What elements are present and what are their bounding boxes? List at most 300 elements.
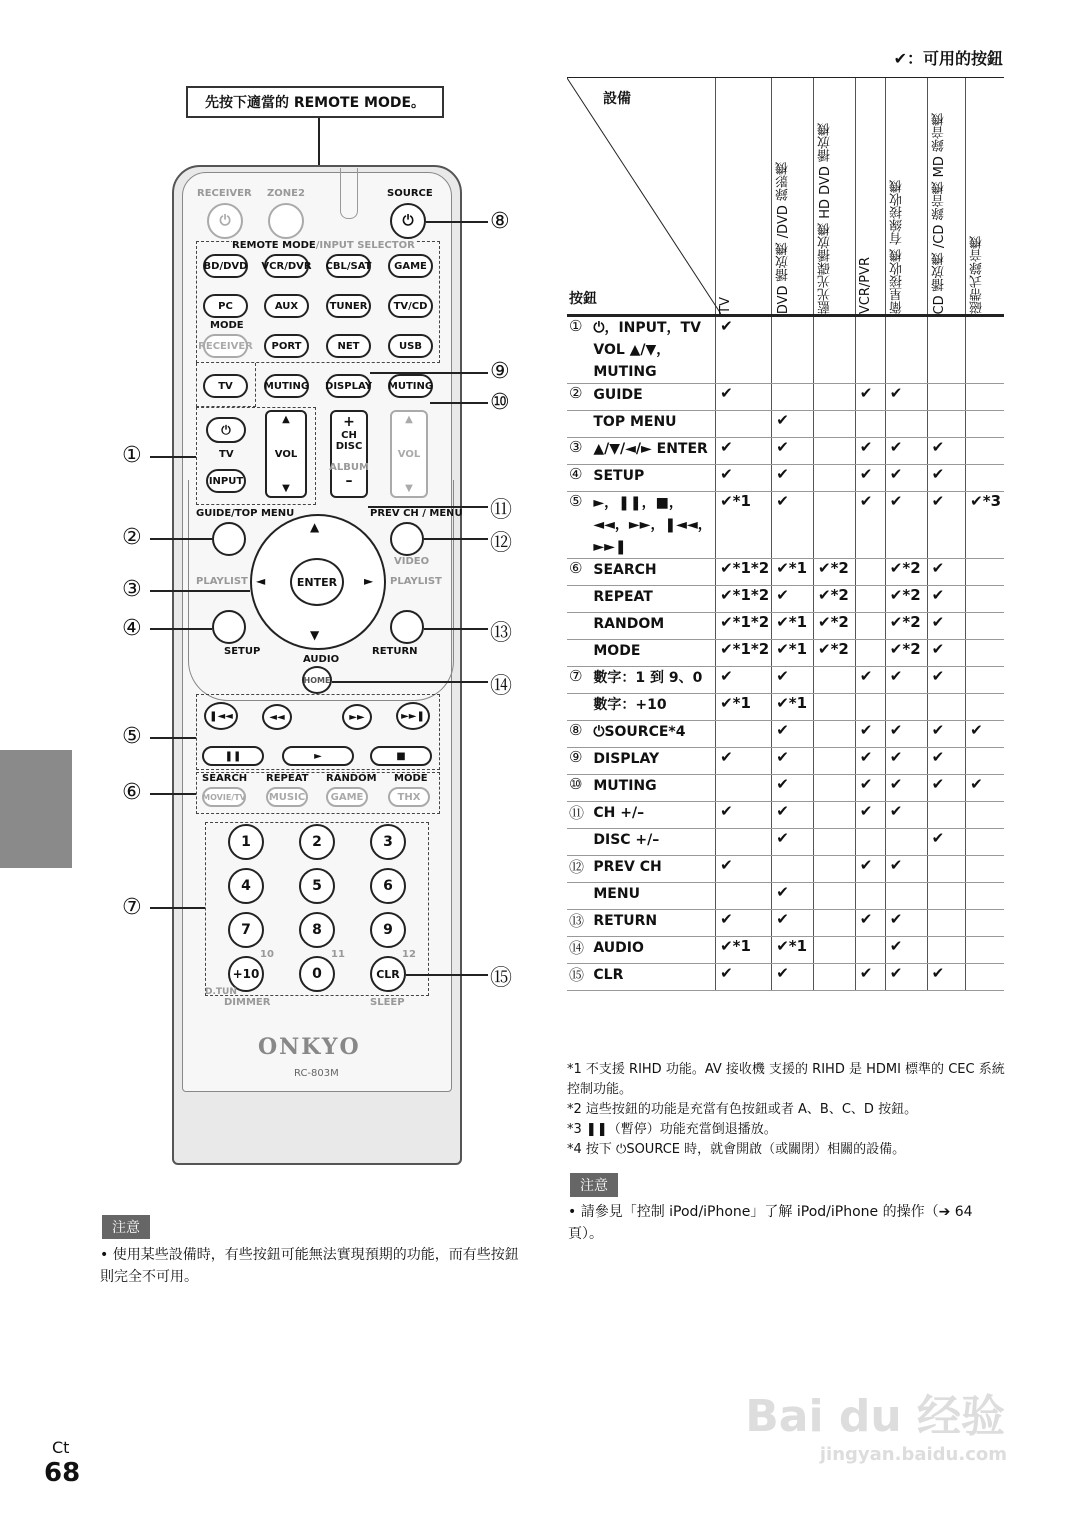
disc-label: DISC <box>335 441 363 452</box>
playlist-right-label: PLAYLIST <box>390 576 442 587</box>
row-cell: ✔ <box>927 492 966 559</box>
note-right-text: • 請參見「控制 iPod/iPhone」了解 iPod/iPhone 的操作（➔ 64 頁）。 <box>568 1204 973 1242</box>
row-cell <box>814 667 856 694</box>
bd-dvd-button[interactable]: BD/DVD <box>203 254 248 278</box>
row-button-label: 數字：1 到 9、0 <box>591 667 715 694</box>
row-cell <box>716 411 772 438</box>
row-cell <box>966 438 1004 465</box>
row-cell: ✔ <box>716 856 772 883</box>
dtun-label: D.TUN <box>205 987 237 997</box>
leader-6 <box>150 793 196 795</box>
row-cell <box>927 384 966 411</box>
return-button[interactable] <box>390 610 424 644</box>
table-row <box>567 613 1004 640</box>
row-cell: ✔ <box>927 775 966 802</box>
row-cell <box>772 384 814 411</box>
row-cell: ✔*1*2 <box>716 559 772 586</box>
remote-mode-label: REMOTE MODE/INPUT SELECTOR <box>232 240 415 251</box>
row-cell <box>814 694 856 721</box>
up-arrow-icon[interactable]: ▲ <box>310 520 320 534</box>
row-cell: ✔ <box>927 964 966 991</box>
receiver-power-button[interactable]: ⏻ <box>207 203 243 239</box>
mode-label-2: MODE <box>394 773 428 784</box>
row-button-label: GUIDE <box>591 384 715 411</box>
callout-1: ① <box>122 443 142 468</box>
table-row <box>567 883 1004 910</box>
callout-6: ⑥ <box>122 780 142 805</box>
digit-2-button[interactable]: 2 <box>299 824 335 860</box>
row-cell: ✔*2 <box>885 640 927 667</box>
row-number: ④ <box>567 465 591 492</box>
diagonal-line <box>567 78 721 314</box>
leader-9 <box>370 372 488 374</box>
source-power-button[interactable]: ⏻ <box>390 203 426 239</box>
table-row <box>567 937 1004 964</box>
row-cell <box>814 937 856 964</box>
thx-button[interactable]: THX <box>388 787 430 807</box>
digit-5-button[interactable]: 5 <box>299 868 335 904</box>
table-row <box>567 492 1004 559</box>
note-right-tag: 注意 <box>570 1173 618 1197</box>
row-cell <box>885 829 927 856</box>
row-cell <box>966 883 1004 910</box>
row-button-label: MUTING <box>591 775 715 802</box>
row-cell: ✔ <box>855 775 885 802</box>
button-function-table <box>567 77 1004 991</box>
row-number <box>567 883 591 910</box>
digit-0-button[interactable]: 0 <box>299 956 335 992</box>
row-cell: ✔ <box>772 465 814 492</box>
row-cell: ✔ <box>772 883 814 910</box>
row-cell: ✔*2 <box>814 613 856 640</box>
row-cell: ✔*1 <box>716 937 772 964</box>
callout-13: ⑬ <box>490 621 513 646</box>
clr-button[interactable]: CLR <box>370 956 406 992</box>
row-cell: ✔ <box>772 438 814 465</box>
col-tape-label: 磁帶式錄音機 <box>970 236 986 314</box>
row-cell <box>966 910 1004 937</box>
row-cell <box>814 465 856 492</box>
row-cell: ✔*2 <box>885 613 927 640</box>
vol-down-icon: ▼ <box>282 483 290 494</box>
row-cell: ✔ <box>927 465 966 492</box>
table-row <box>567 438 1004 465</box>
leader-11 <box>368 506 488 508</box>
row-button-label: ⏻SOURCE*4 <box>591 721 715 748</box>
row-cell: ✔ <box>772 775 814 802</box>
digit-8-button[interactable]: 8 <box>299 912 335 948</box>
row-cell <box>855 694 885 721</box>
row-cell: ✔ <box>772 829 814 856</box>
row-cell: ✔*1 <box>772 559 814 586</box>
row-cell <box>927 937 966 964</box>
row-cell: ✔ <box>855 856 885 883</box>
table-row <box>567 384 1004 411</box>
row-cell: ✔*1 <box>772 613 814 640</box>
col-tv-label: TV <box>718 297 734 314</box>
page-language: Ct <box>52 1438 70 1457</box>
header-button: 按鈕 <box>569 291 597 307</box>
leader-1 <box>150 456 196 458</box>
muting-button[interactable]: MUTING <box>388 374 433 398</box>
row-cell: ✔ <box>772 910 814 937</box>
right-arrow-icon[interactable]: ► <box>364 574 374 588</box>
row-cell: ✔ <box>927 613 966 640</box>
row-number: ⑫ <box>567 856 591 883</box>
minus-icon: – <box>345 473 353 489</box>
row-number: ⑩ <box>567 775 591 802</box>
row-cell <box>716 883 772 910</box>
callout-9: ⑨ <box>490 359 510 384</box>
footnote-3: *3 ❚❚（暫停）功能充當倒退播放。 <box>567 1122 777 1137</box>
row-button-label: DISC +/– <box>591 829 715 856</box>
row-cell: ✔ <box>772 411 814 438</box>
leader-8 <box>426 221 488 223</box>
footnote-2: *2 這些按鈕的功能是充當有色按鈕或者 A、B、C、D 按鈕。 <box>567 1102 918 1117</box>
row-cell <box>814 384 856 411</box>
row-number: ⑦ <box>567 667 591 694</box>
callout-7: ⑦ <box>122 895 142 920</box>
pause-button[interactable]: ❚❚ <box>202 746 264 766</box>
skip-back-button[interactable]: ❚◄◄ <box>204 702 238 730</box>
row-cell <box>814 748 856 775</box>
row-cell: ✔ <box>885 667 927 694</box>
row-button-label: SETUP <box>591 465 715 492</box>
row-cell: ✔*2 <box>814 586 856 613</box>
row-cell <box>814 775 856 802</box>
col-sat-label: 衛星接收機 有線接收機 <box>889 179 905 314</box>
skip-forward-button[interactable]: ►►❚ <box>396 702 430 730</box>
tv-power-button[interactable]: ⏻ <box>206 417 246 443</box>
album-label: ALBUM <box>329 462 369 473</box>
callout-3: ③ <box>122 577 142 602</box>
tv-mode-button[interactable]: TV <box>203 374 248 398</box>
row-number <box>567 613 591 640</box>
row-number <box>567 586 591 613</box>
row-cell: ✔ <box>772 492 814 559</box>
row-cell: ✔ <box>927 667 966 694</box>
row-button-label: ▲/▼/◄/► ENTER <box>591 438 715 465</box>
row-cell: ✔ <box>772 802 814 829</box>
playlist-left-label: PLAYLIST <box>196 576 248 587</box>
row-cell: ✔ <box>855 438 885 465</box>
row-cell: ✔ <box>716 802 772 829</box>
row-button-label: TOP MENU <box>591 411 715 438</box>
row-cell: ✔ <box>855 465 885 492</box>
callout-4: ④ <box>122 616 142 641</box>
leader-5 <box>150 737 196 739</box>
table-row <box>567 411 1004 438</box>
row-cell: ✔ <box>716 667 772 694</box>
row-button-label: CLR <box>591 964 715 991</box>
random-label: RANDOM <box>326 773 377 784</box>
row-cell: ✔ <box>772 964 814 991</box>
table-row <box>567 465 1004 492</box>
row-number: ② <box>567 384 591 411</box>
col-cd-label: CD 播放機 /CD 錄音機 MD 錄音機 <box>931 112 947 314</box>
row-cell <box>966 748 1004 775</box>
model-label: RC-803M <box>294 1068 339 1079</box>
table-row <box>567 748 1004 775</box>
callout-15: ⑮ <box>490 966 513 991</box>
left-arrow-icon[interactable]: ◄ <box>256 574 266 588</box>
tv-input-button[interactable]: INPUT <box>206 469 246 493</box>
setup-label: SETUP <box>224 646 261 657</box>
row-cell: ✔ <box>885 910 927 937</box>
header-device: 設備 <box>603 91 631 107</box>
row-cell: ✔ <box>885 492 927 559</box>
leader-2 <box>150 538 212 540</box>
row-cell <box>814 964 856 991</box>
row-cell: ✔ <box>855 721 885 748</box>
row-cell <box>716 829 772 856</box>
row-cell <box>966 316 1004 384</box>
row-cell <box>927 316 966 384</box>
row-cell: ✔ <box>885 465 927 492</box>
vcr-dvr-button[interactable]: VCR/DVR <box>264 254 309 278</box>
row-cell: ✔ <box>927 586 966 613</box>
digit-3-button[interactable]: 3 <box>370 824 406 860</box>
play-button[interactable]: ► <box>282 746 354 766</box>
enter-button[interactable]: ENTER <box>290 558 344 606</box>
display-button[interactable]: DISPLAY <box>326 374 371 398</box>
row-cell: ✔ <box>966 775 1004 802</box>
row-cell: ✔ <box>772 721 814 748</box>
port-button[interactable]: PORT <box>264 334 309 358</box>
col-dvd-label: DVD 播放機 /DVD 錄影機 <box>776 161 792 314</box>
row-cell: ✔ <box>885 721 927 748</box>
baidu-watermark-url: jingyan.baidu.com <box>819 1444 1007 1465</box>
repeat-label: REPEAT <box>266 773 309 784</box>
row-number: ⑮ <box>567 964 591 991</box>
row-cell <box>927 802 966 829</box>
row-button-label: SEARCH <box>591 559 715 586</box>
row-cell: ✔*1 <box>772 937 814 964</box>
row-number: ③ <box>567 438 591 465</box>
row-cell: ✔ <box>885 856 927 883</box>
header-diagonal-cell <box>567 78 716 316</box>
row-cell: ✔ <box>927 748 966 775</box>
digit-9-button[interactable]: 9 <box>370 912 406 948</box>
callout-12: ⑫ <box>490 531 513 556</box>
game-mode-button[interactable]: GAME <box>326 787 368 807</box>
row-cell: ✔ <box>855 492 885 559</box>
row-cell <box>814 802 856 829</box>
row-cell: ✔ <box>885 937 927 964</box>
stop-button[interactable]: ■ <box>370 746 432 766</box>
table-header-row <box>567 78 1004 316</box>
page-number: 68 <box>44 1458 81 1488</box>
row-cell <box>772 856 814 883</box>
row-cell <box>966 694 1004 721</box>
row-cell <box>814 856 856 883</box>
tv-label: TV <box>219 449 234 460</box>
cbl-sat-button[interactable]: CBL/SAT <box>326 254 371 278</box>
leader-7 <box>150 907 205 909</box>
row-cell: ✔ <box>966 721 1004 748</box>
row-cell: ✔ <box>927 438 966 465</box>
row-cell: ✔ <box>716 748 772 775</box>
row-cell: ✔ <box>855 910 885 937</box>
row-cell: ✔*2 <box>885 559 927 586</box>
row-number: ⑨ <box>567 748 591 775</box>
row-cell: ✔ <box>855 667 885 694</box>
row-cell <box>716 721 772 748</box>
leader-14 <box>332 681 488 683</box>
sub-12-label: 12 <box>402 949 416 960</box>
vol2-up-icon: ▲ <box>405 414 413 425</box>
row-cell <box>772 316 814 384</box>
row-button-label: REPEAT <box>591 586 715 613</box>
vol-label: VOL <box>274 448 298 460</box>
row-button-label: RANDOM <box>591 613 715 640</box>
vol2-down-icon: ▼ <box>405 483 413 494</box>
row-cell <box>814 411 856 438</box>
row-number: ⑬ <box>567 910 591 937</box>
digit-1-button[interactable]: 1 <box>228 824 264 860</box>
row-cell <box>814 910 856 937</box>
music-button[interactable]: MUSIC <box>266 787 308 807</box>
leader-13 <box>424 628 488 630</box>
down-arrow-icon[interactable]: ▼ <box>310 628 320 642</box>
footnotes <box>567 1060 1007 1160</box>
row-cell: ✔*1 <box>716 492 772 559</box>
row-cell: ✔*1 <box>772 694 814 721</box>
row-cell <box>927 910 966 937</box>
tv-cd-button[interactable]: TV/CD <box>388 294 433 318</box>
col-header-sat <box>885 78 927 316</box>
tuner-button[interactable]: TUNER <box>326 294 371 318</box>
note-left-text: • 使用某些設備時，有些按鈕可能無法實現預期的功能，而有些按鈕則完全不可用。 <box>100 1247 519 1285</box>
dimmer-label: DIMMER <box>224 997 271 1008</box>
row-cell: ✔*1*2 <box>716 586 772 613</box>
row-cell <box>855 316 885 384</box>
row-cell: ✔ <box>885 748 927 775</box>
row-cell <box>855 559 885 586</box>
mode-label: MODE <box>210 320 244 331</box>
row-cell: ✔ <box>855 748 885 775</box>
col-header-cd <box>927 78 966 316</box>
table-row <box>567 910 1004 937</box>
table-row <box>567 640 1004 667</box>
receiver-mode-button[interactable]: RECEIVER <box>203 334 248 358</box>
rewind-button[interactable]: ◄◄ <box>262 704 292 730</box>
aux-button[interactable]: AUX <box>264 294 309 318</box>
fast-forward-button[interactable]: ►► <box>342 704 372 730</box>
callout-10: ⑩ <box>490 390 510 415</box>
ch-label: CH <box>341 430 357 441</box>
vol2-label: VOL <box>397 448 421 460</box>
row-cell <box>855 937 885 964</box>
source-label: SOURCE <box>387 188 433 199</box>
plus10-button[interactable]: +10 <box>228 956 264 992</box>
usb-button[interactable]: USB <box>388 334 433 358</box>
home-button[interactable]: HOME <box>302 666 332 694</box>
row-cell <box>855 613 885 640</box>
row-number: ⑭ <box>567 937 591 964</box>
row-cell <box>885 883 927 910</box>
row-cell <box>716 775 772 802</box>
net-button[interactable]: NET <box>326 334 371 358</box>
row-cell <box>855 883 885 910</box>
row-number: ⑧ <box>567 721 591 748</box>
row-number: ⑤ <box>567 492 591 559</box>
movie-tv-button[interactable]: MOVIE/TV <box>202 787 246 807</box>
muting-tv-button[interactable]: MUTING <box>264 374 309 398</box>
side-tab <box>0 750 72 868</box>
row-cell <box>966 856 1004 883</box>
baidu-watermark: Bai du 经验 <box>745 1391 1005 1442</box>
footnote-1: *1 不支援 RIHD 功能。AV 接收機 支援的 RIHD 是 HDMI 標準的 CEC 系統控制功能。 <box>567 1062 1005 1097</box>
row-button-label: MODE <box>591 640 715 667</box>
row-cell <box>966 640 1004 667</box>
setup-button[interactable] <box>212 610 246 644</box>
row-button-label: DISPLAY <box>591 748 715 775</box>
row-cell: ✔ <box>855 384 885 411</box>
row-cell: ✔ <box>716 910 772 937</box>
footnote-4: *4 按下 ⏻SOURCE 時，就會開啟（或關閉）相關的設備。 <box>567 1142 906 1157</box>
audio-label: AUDIO <box>303 654 340 665</box>
row-cell: ✔ <box>716 316 772 384</box>
row-button-label: RETURN <box>591 910 715 937</box>
row-cell <box>814 438 856 465</box>
row-cell <box>855 640 885 667</box>
brand-logo: ONKYO <box>258 1034 361 1060</box>
col-header-dvd <box>772 78 814 316</box>
table-row <box>567 964 1004 991</box>
note-left-tag: 注意 <box>102 1215 150 1239</box>
row-cell: ✔*2 <box>814 640 856 667</box>
col-bluray-label: 藍光光碟播放機 HD DVD 播放機 <box>818 123 833 314</box>
row-button-label: AUDIO <box>591 937 715 964</box>
row-button-label: MENU <box>591 883 715 910</box>
row-cell: ✔*1 <box>772 640 814 667</box>
row-cell <box>966 465 1004 492</box>
row-cell: ✔ <box>855 802 885 829</box>
guide-top-menu-label: GUIDE/TOP MENU <box>196 508 295 519</box>
pc-button[interactable]: PC <box>203 294 248 318</box>
sub-10-label: 10 <box>260 949 274 960</box>
row-cell: ✔ <box>716 964 772 991</box>
row-cell: ✔ <box>716 384 772 411</box>
table-row <box>567 316 1004 384</box>
row-number <box>567 829 591 856</box>
return-label: RETURN <box>372 646 418 657</box>
row-number <box>567 411 591 438</box>
row-cell: ✔ <box>885 438 927 465</box>
col-vcr-label: VCR/PVR <box>857 256 873 314</box>
game-button[interactable]: GAME <box>388 254 433 278</box>
row-cell: ✔ <box>772 586 814 613</box>
col-header-vcr <box>855 78 885 316</box>
callout-5: ⑤ <box>122 724 142 749</box>
digit-6-button[interactable]: 6 <box>370 868 406 904</box>
row-cell <box>885 411 927 438</box>
callout-11: ⑪ <box>490 498 513 523</box>
row-cell: ✔ <box>885 802 927 829</box>
digit-7-button[interactable]: 7 <box>228 912 264 948</box>
row-cell <box>927 883 966 910</box>
prev-ch-menu-label: PREV CH / MENU <box>370 508 463 519</box>
zone2-button[interactable] <box>268 203 304 239</box>
row-cell: ✔ <box>855 964 885 991</box>
row-cell: ✔ <box>772 667 814 694</box>
table-row <box>567 856 1004 883</box>
digit-4-button[interactable]: 4 <box>228 868 264 904</box>
col-header-tape <box>966 78 1004 316</box>
table-row <box>567 586 1004 613</box>
ir-window <box>340 168 358 219</box>
